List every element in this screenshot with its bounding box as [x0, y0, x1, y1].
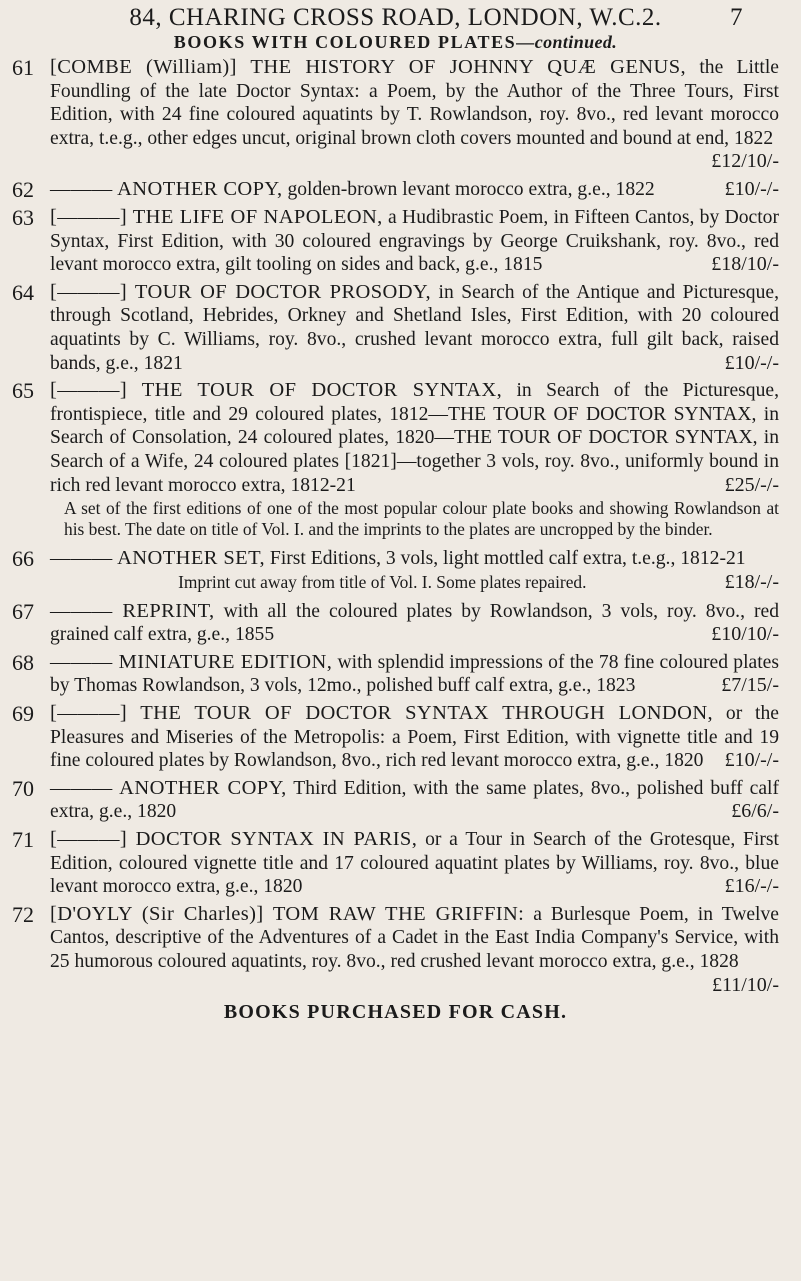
entry-note: A set of the first editions of one of the most popular colour plate books and showing Rowlandson at his best. The date on title of Vol. I. and the imprints to the plates are uncropped by the binder. — [64, 498, 779, 540]
entry-price: £16/-/- — [724, 875, 779, 898]
entry-body — [50, 702, 779, 773]
entry-text: the Little Foundling of the late Doctor Syntax: a Poem, by the Author of the Three Tours, First Edition, with 24 fine coloured aquatints by T. Rowlandson, roy. 8vo., red levant morocco extra, t.e.g., other edges uncut, original brown cloth covers mounted and bound at end, 1822 — [50, 57, 780, 149]
entry-number: 71 — [12, 827, 34, 853]
entry-lead: [D'OYLY (Sir Charles)] TOM RAW THE GRIFFIN: — [50, 902, 525, 925]
entry-body — [50, 281, 779, 375]
entry-body — [50, 777, 779, 824]
catalogue-entry — [12, 547, 779, 596]
entry-lead: [———] THE TOUR OF DOCTOR SYNTAX, — [50, 379, 503, 402]
page-number: 7 — [730, 4, 743, 31]
entry-body — [50, 178, 779, 202]
entry-price: £10/-/- — [724, 351, 779, 374]
catalogue-entry — [12, 702, 779, 773]
entry-lead: ——— ANOTHER SET, — [50, 547, 266, 570]
entry-list — [12, 56, 779, 997]
entry-number: 63 — [12, 204, 34, 230]
entry-number: 61 — [12, 55, 34, 80]
entry-lead: ——— ANOTHER COPY, — [50, 776, 287, 799]
entry-lead: ——— REPRINT, — [50, 599, 215, 622]
entry-text: a Hudibrastic Poem, in Fifteen Cantos, by Doctor Syntax, First Edition, with 30 coloured engravings by George Cruikshank, roy. 8vo., red levant morocco extra, gilt tooling on sides and back, g.e., 1815 — [50, 206, 779, 276]
entry-text: in Search of the Picturesque, frontispiece, title and 29 coloured plates, 1812—THE TOUR OF DOCTOR SYNTAX, in Search of Consolation, 24 coloured plates, 1820—THE TOUR OF DOCTOR SYNTAX, in Search of a Wife, 24 coloured plates [1821]—together 3 vols, roy. 8vo., uniformly bound in rich red levant morocco extra, 1812-21 — [50, 380, 780, 496]
catalogue-entry — [12, 206, 779, 277]
entry-text: with all the coloured plates by Rowlandson, 3 vols, roy. 8vo., red grained calf extra, g.e., 1855 — [50, 600, 780, 646]
entry-price: £11/10/- — [711, 973, 779, 996]
catalogue-entry — [12, 777, 779, 824]
catalogue-entry — [12, 651, 779, 698]
entry-price: £18/-/- — [724, 570, 779, 593]
entry-body — [50, 547, 779, 596]
entry-number: 66 — [12, 546, 34, 572]
entry-price: £25/-/- — [724, 473, 779, 496]
entry-lead: [COMBE (William)] THE HISTORY OF JOHNNY QUÆ GENUS, — [50, 56, 687, 78]
entry-body — [50, 600, 779, 647]
entry-body — [50, 903, 779, 997]
catalogue-entry — [12, 56, 779, 174]
running-head-text: 84, CHARING CROSS ROAD, LONDON, W.C.2. — [129, 4, 662, 31]
entry-price: £10/-/- — [724, 177, 779, 200]
catalogue-entry — [12, 281, 779, 375]
entry-body — [50, 828, 779, 899]
entry-number: 65 — [12, 378, 34, 404]
entry-price: £7/15/- — [721, 674, 779, 697]
entry-body — [50, 379, 779, 543]
entry-price: £12/10/- — [711, 150, 779, 173]
entry-lead: [———] THE LIFE OF NAPOLEON, — [50, 205, 383, 228]
entry-text: or a Tour in Search of the Grotesque, First Edition, coloured vignette title and 17 coloured aquatint plates by Williams, roy. 8vo., blue levant morocco extra, g.e., 1820 — [50, 829, 779, 898]
entry-number: 72 — [12, 901, 34, 927]
entry-price: £10/10/- — [711, 623, 779, 646]
entry-text: or the Pleasures and Miseries of the Metropolis: a Poem, First Edition, with vignette title and 19 fine coloured plates by Rowlandson, 8vo., rich red levant morocco extra, g.e., 1820 — [50, 703, 779, 772]
entry-body — [50, 651, 779, 698]
entry-number: 69 — [12, 701, 34, 727]
entry-number: 70 — [12, 775, 34, 801]
entry-price: £10/-/- — [724, 749, 779, 772]
entry-number: 68 — [12, 649, 34, 675]
catalogue-entry — [12, 600, 779, 647]
catalogue-entry — [12, 828, 779, 899]
entry-number: 67 — [12, 598, 34, 624]
entry-lead: [———] THE TOUR OF DOCTOR SYNTAX THROUGH LONDON, — [50, 702, 714, 725]
entry-text: with splendid impressions of the 78 fine coloured plates by Thomas Rowlandson, 3 vols, 12mo., polished buff calf extra, g.e., 1823 — [50, 651, 779, 697]
entry-lead: ——— ANOTHER COPY, — [50, 177, 283, 200]
catalogue-entry — [12, 903, 779, 997]
entry-price: £6/6/- — [731, 800, 779, 823]
entry-body — [50, 206, 779, 277]
entry-text: Third Edition, with the same plates, 8vo., polished buff calf extra, g.e., 1820 — [50, 777, 780, 823]
catalogue-entry — [12, 379, 779, 543]
section-continued: —continued. — [516, 32, 618, 52]
entry-text: golden-brown levant morocco extra, g.e., 1822 — [287, 178, 655, 200]
section-title — [12, 32, 779, 53]
entry-body — [50, 56, 779, 174]
entry-lead: [———] DOCTOR SYNTAX IN PARIS, — [50, 828, 418, 851]
catalogue-entry — [12, 178, 779, 202]
entry-number: 64 — [12, 279, 34, 305]
entry-text: First Editions, 3 vols, light mottled calf extra, t.e.g., 1812-21 — [269, 548, 746, 570]
entry-text: in Search of the Antique and Picturesque, through Scotland, Hebrides, Orkney and Shetland Isles, First Edition, with 20 coloured aquatints by C. Williams, roy. 8vo., crushed levant morocco extra, full gilt back, raised bands, g.e., 1821 — [50, 281, 779, 374]
entry-lead: [———] TOUR OF DOCTOR PROSODY, — [50, 280, 432, 303]
entry-number: 62 — [12, 176, 34, 202]
entry-text: a Burlesque Poem, in Twelve Cantos, descriptive of the Adventures of a Cadet in the East India Company's Service, with 25 humorous coloured aquatints, roy. 8vo., red crushed levant morocco extra, g.e., 1828 — [50, 903, 779, 972]
page-footer: BOOKS PURCHASED FOR CASH. — [223, 1001, 568, 1024]
entry-price: £18/10/- — [711, 253, 779, 276]
entry-note: Imprint cut away from title of Vol. I. Some plates repaired. — [178, 571, 587, 592]
section-title-text: BOOKS WITH COLOURED PLATES — [173, 32, 517, 52]
entry-lead: ——— MINIATURE EDITION, — [50, 650, 333, 673]
running-head — [12, 0, 779, 34]
